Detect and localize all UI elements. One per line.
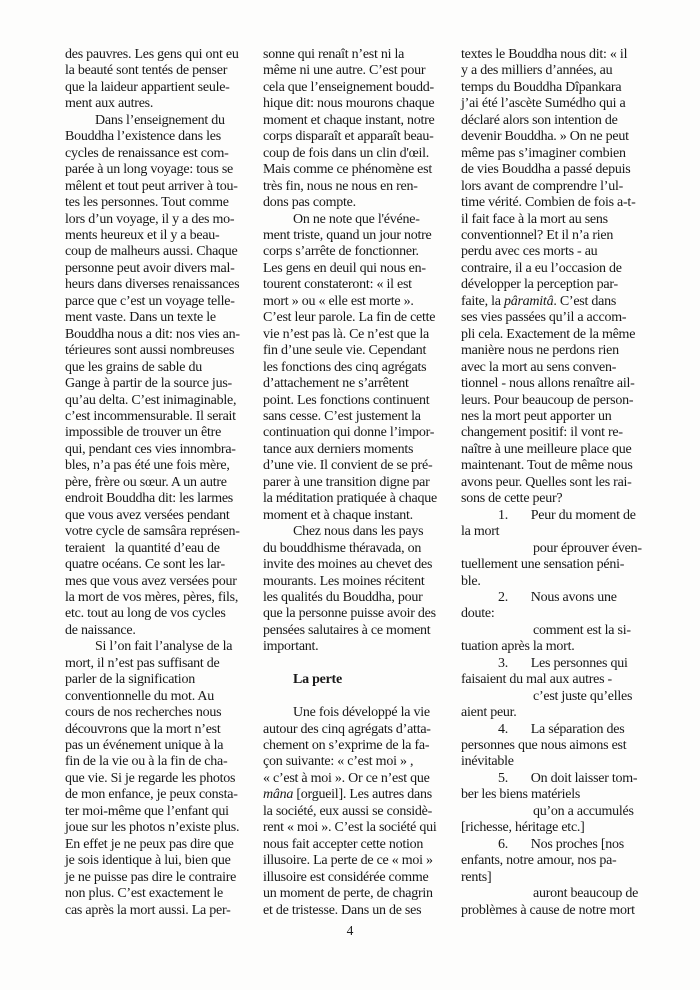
text-line: ber les biens matériels xyxy=(461,787,581,803)
text-line: et de tristesse. Dans un de ses xyxy=(263,902,422,918)
text-line: tuation après la mort. xyxy=(461,639,575,655)
text-line: d’une vie. Il convient de se pré- xyxy=(263,458,433,474)
text-line: ment aux autres. xyxy=(65,96,154,112)
text-line: 6. Nos proches [nos xyxy=(498,836,624,852)
text-line: maintenant. Tout de même nous xyxy=(461,458,633,474)
text-line: mort, il n’est pas suffisant de xyxy=(65,655,220,671)
text-line: moment et chaque instant, notre xyxy=(263,112,435,128)
text-line: personnes que nous aimons est xyxy=(461,738,627,754)
text-line: les fonctions des cinq agrégats xyxy=(263,359,427,375)
text-line: développer la perception par- xyxy=(461,277,618,293)
text-line: très fin, nous ne nous en ren- xyxy=(263,178,418,194)
text-column-2 xyxy=(263,47,449,919)
text-line: qu’on a accumulés xyxy=(533,803,634,819)
text-line: mes que vous avez versées pour xyxy=(65,573,237,589)
text-line: heurs dans diverses renaissances xyxy=(65,277,240,293)
text-line: du bouddhisme théravada, on xyxy=(263,540,422,556)
text-columns xyxy=(65,47,647,919)
text-line: pas un événement unique à la xyxy=(65,738,224,754)
text-line: les qualités du Bouddha, pour xyxy=(263,589,423,605)
text-line: teraient la quantité d’eau de xyxy=(65,540,220,556)
text-line: non plus. C’est exactement le xyxy=(65,886,223,902)
text-line: hique dit: nous mourons chaque xyxy=(263,96,435,112)
text-line: mourants. Les moines récitent xyxy=(263,573,425,589)
text-line: j’ai été l’ascète Sumédho qui a xyxy=(461,96,626,112)
text-line: Mais comme ce phénomène est xyxy=(263,162,432,178)
text-line: enfants, notre amour, nos pa- xyxy=(461,853,617,869)
text-line: rent « moi ». C’est la société qui xyxy=(263,820,437,836)
text-line: 1. Peur du moment de xyxy=(498,507,636,523)
text-line: que vie. Si je regarde les photos xyxy=(65,770,236,786)
text-column-3 xyxy=(461,47,647,919)
text-line: lors d’un voyage, il y a des mo- xyxy=(65,211,235,227)
text-line: mâna [orgueil]. Les autres dans xyxy=(263,787,432,803)
text-column-1 xyxy=(65,47,251,919)
text-line: changement positif: il vont re- xyxy=(461,425,623,441)
text-line: ble. xyxy=(461,573,481,589)
text-line: quatre océans. Ce sont les lar- xyxy=(65,557,225,573)
text-line: déclaré alors son intention de xyxy=(461,112,618,128)
text-line: rents] xyxy=(461,869,492,885)
text-line xyxy=(263,656,449,672)
text-line: coup de fois dans un clin d'œil. xyxy=(263,145,429,161)
text-line: la mort de vos mères, pères, fils, xyxy=(65,589,239,605)
text-line: c’est incommensurable. Il serait xyxy=(65,408,236,424)
text-line: continuation qui donne l’impor- xyxy=(263,425,435,441)
text-line: C’est leur parole. La fin de cette xyxy=(263,310,436,326)
text-line: leurs. Pour beaucoup de person- xyxy=(461,392,634,408)
text-line: dons pas compte. xyxy=(263,195,356,211)
text-line: tionnel - nous allons renaître ail- xyxy=(461,376,635,392)
text-line: ments heureux et il y a beau- xyxy=(65,227,220,243)
text-line: père, frère ou sœur. A un autre xyxy=(65,474,227,490)
text-line: conventionnelle du mot. Au xyxy=(65,688,215,704)
text-line: avons peur. Quelles sont les rai- xyxy=(461,474,632,490)
text-line: que la personne puisse avoir des xyxy=(263,606,436,622)
text-line: 4. La séparation des xyxy=(498,721,625,737)
text-line: il fait face à la mort au sens xyxy=(461,211,608,227)
text-line: perdu avec ces morts - au xyxy=(461,244,598,260)
text-line: comment est la si- xyxy=(533,622,631,638)
text-line: Chez nous dans les pays xyxy=(293,524,424,540)
text-line: point. Les fonctions continuent xyxy=(263,392,430,408)
text-line: parer à une transition digne par xyxy=(263,474,430,490)
text-line: découvrons que la mort n’est xyxy=(65,721,221,737)
text-line: illusoire est considérée comme xyxy=(263,869,429,885)
text-line: manière nous ne perdons rien xyxy=(461,343,619,359)
text-line: etc. tout au long de vos cycles xyxy=(65,606,226,622)
text-line: 3. Les personnes qui xyxy=(498,655,628,671)
text-line: autour des cinq agrégats d’atta- xyxy=(263,721,431,737)
text-line: faite, la pâramitâ. C’est dans xyxy=(461,293,617,309)
text-line: chement on s’exprime de la fa- xyxy=(263,738,430,754)
text-line: sons de cette peur? xyxy=(461,491,563,507)
text-line: pli cela. Exactement de la même xyxy=(461,326,636,342)
text-line: inévitable xyxy=(461,754,514,770)
text-line: doute: xyxy=(461,606,495,622)
text-line: des pauvres. Les gens qui ont eu xyxy=(65,47,239,62)
text-line: tes les personnes. Tout comme xyxy=(65,195,229,211)
text-line: ment triste, quand un jour notre xyxy=(263,227,432,243)
text-line: 5. On doit laisser tom- xyxy=(498,770,638,786)
text-line: illusoire. La perte de ce « moi » xyxy=(263,853,433,869)
text-line: tourent constateront: « il est xyxy=(263,277,412,293)
text-line: lors avant de comprendre l’ul- xyxy=(461,178,623,194)
text-line: qui, pendant ces vies innombra- xyxy=(65,441,236,457)
text-line: tance aux derniers moments xyxy=(263,441,414,457)
text-line: faisaient du mal aux autres - xyxy=(461,672,612,688)
text-line: sans cesse. C’est justement la xyxy=(263,408,421,424)
text-line: Si l’on fait l’analyse de la xyxy=(95,639,233,655)
text-line: pour éprouver éven- xyxy=(533,540,642,556)
text-line: important. xyxy=(263,639,319,655)
text-line: naître à une meilleure place que xyxy=(461,441,632,457)
text-line: que les grains de sable du xyxy=(65,359,202,375)
text-line: joue sur les photos n’existe plus. xyxy=(65,820,240,836)
text-line: parce que c’est un voyage telle- xyxy=(65,293,235,309)
text-line: çon suivante: « c’est moi » , xyxy=(263,754,414,770)
text-line: problèmes à cause de notre mort xyxy=(461,902,635,918)
text-line: conventionnel? Et il n’a rien xyxy=(461,227,614,243)
text-line: invite des moines au chevet des xyxy=(263,557,433,573)
text-line: corps s’arrête de fonctionner. xyxy=(263,244,419,260)
text-line: parler de la signification xyxy=(65,672,195,688)
text-line: On ne note que l'événe- xyxy=(293,211,420,227)
text-line: auront beaucoup de xyxy=(533,886,639,902)
text-line: Gange à partir de la source jus- xyxy=(65,376,232,392)
text-line: de mon enfance, je peux consta- xyxy=(65,787,238,803)
text-line: corps disparaît et apparaît beau- xyxy=(263,129,434,145)
text-line: bles, n’a pas été une fois mère, xyxy=(65,458,230,474)
section-heading: La perte xyxy=(293,672,342,688)
text-line: mêlent et tout peut arriver à tou- xyxy=(65,178,238,194)
text-line: je sois identique à lui, bien que xyxy=(65,853,231,869)
text-line: que vous avez versées pendant xyxy=(65,507,230,523)
text-line: térieures sont aussi nombreuses xyxy=(65,343,235,359)
text-line: vie n’est pas là. Ce n’est que la xyxy=(263,326,429,342)
text-line: que la laideur appartient seule- xyxy=(65,79,230,95)
text-line: aient peur. xyxy=(461,705,517,721)
text-line: qu’au delta. C’est inimaginable, xyxy=(65,392,237,408)
text-line: votre cycle de samsâra représen- xyxy=(65,524,240,540)
text-line: Les gens en deuil qui nous en- xyxy=(263,260,426,276)
text-line: Dans l’enseignement du xyxy=(95,112,225,128)
text-line: cas après la mort aussi. La per- xyxy=(65,902,231,918)
text-line: mort » ou « elle est morte ». xyxy=(263,293,414,309)
text-line: contraire, il a eu l’occasion de xyxy=(461,260,622,276)
text-line: Une fois développé la vie xyxy=(293,705,430,721)
text-line: sonne qui renaît n’est ni la xyxy=(263,47,405,62)
text-line: même ni une autre. C’est pour xyxy=(263,63,426,79)
text-line: cycles de renaissance est com- xyxy=(65,145,229,161)
text-line: ter moi-même que l’enfant qui xyxy=(65,803,229,819)
text-line: d’attachement ne s’arrêtent xyxy=(263,376,409,392)
text-line: temps du Bouddha Dîpankara xyxy=(461,79,622,95)
text-line: fin de la vie ou à la fin de cha- xyxy=(65,754,228,770)
text-line: cela que l’enseignement boudd- xyxy=(263,79,434,95)
text-line: de vies Bouddha a passé depuis xyxy=(461,162,631,178)
text-line: parée à un long voyage: tous se xyxy=(65,162,233,178)
page-number: 4 xyxy=(346,923,354,938)
text-line: nes la mort peut apporter un xyxy=(461,408,612,424)
text-line: tuellement une sensation péni- xyxy=(461,557,625,573)
text-line: ment vaste. Dans un texte le xyxy=(65,310,216,326)
text-line: fin d’une seule vie. Cependant xyxy=(263,343,427,359)
text-line: y a des milliers d’années, au xyxy=(461,63,613,79)
text-line: ses vies passées qu’il a accom- xyxy=(461,310,627,326)
text-line: textes le Bouddha nous dit: « il xyxy=(461,47,628,62)
text-line: un moment de perte, de chagrin xyxy=(263,886,433,902)
text-line xyxy=(263,689,449,705)
text-line: la méditation pratiquée à chaque xyxy=(263,491,437,507)
text-line: nous fait accepter cette notion xyxy=(263,836,424,852)
text-line: cours de nos recherches nous xyxy=(65,705,222,721)
text-line: time vérité. Combien de fois a-t- xyxy=(461,195,636,211)
text-line: je ne puisse pas dire le contraire xyxy=(65,869,237,885)
text-line: personne peut avoir divers mal- xyxy=(65,260,235,276)
text-line: En effet je ne peux pas dire que xyxy=(65,836,234,852)
text-line: la mort xyxy=(461,524,500,540)
text-line: pensées salutaires à ce moment xyxy=(263,622,431,638)
text-line: coup de malheurs aussi. Chaque xyxy=(65,244,238,260)
text-line: de naissance. xyxy=(65,622,136,638)
text-line: c’est juste qu’elles xyxy=(533,688,633,704)
text-line: impossible de trouver un être xyxy=(65,425,222,441)
text-line: la société, eux aussi se considè- xyxy=(263,803,433,819)
text-line: moment et à chaque instant. xyxy=(263,507,413,523)
text-line: avec la mort au sens conven- xyxy=(461,359,617,375)
text-line: devenir Bouddha. » On ne peut xyxy=(461,129,629,145)
text-line: [richesse, héritage etc.] xyxy=(461,820,585,836)
text-line: 2. Nous avons une xyxy=(498,589,617,605)
text-line: la beauté sont tentés de penser xyxy=(65,63,228,79)
text-line: Bouddha nous a dit: nos vies an- xyxy=(65,326,240,342)
text-line: Bouddha l’existence dans les xyxy=(65,129,221,145)
text-line: endroit Bouddha dit: les larmes xyxy=(65,491,233,507)
text-line: « c’est à moi ». Or ce n’est que xyxy=(263,770,430,786)
text-line: même pas s’imaginer combien xyxy=(461,145,626,161)
